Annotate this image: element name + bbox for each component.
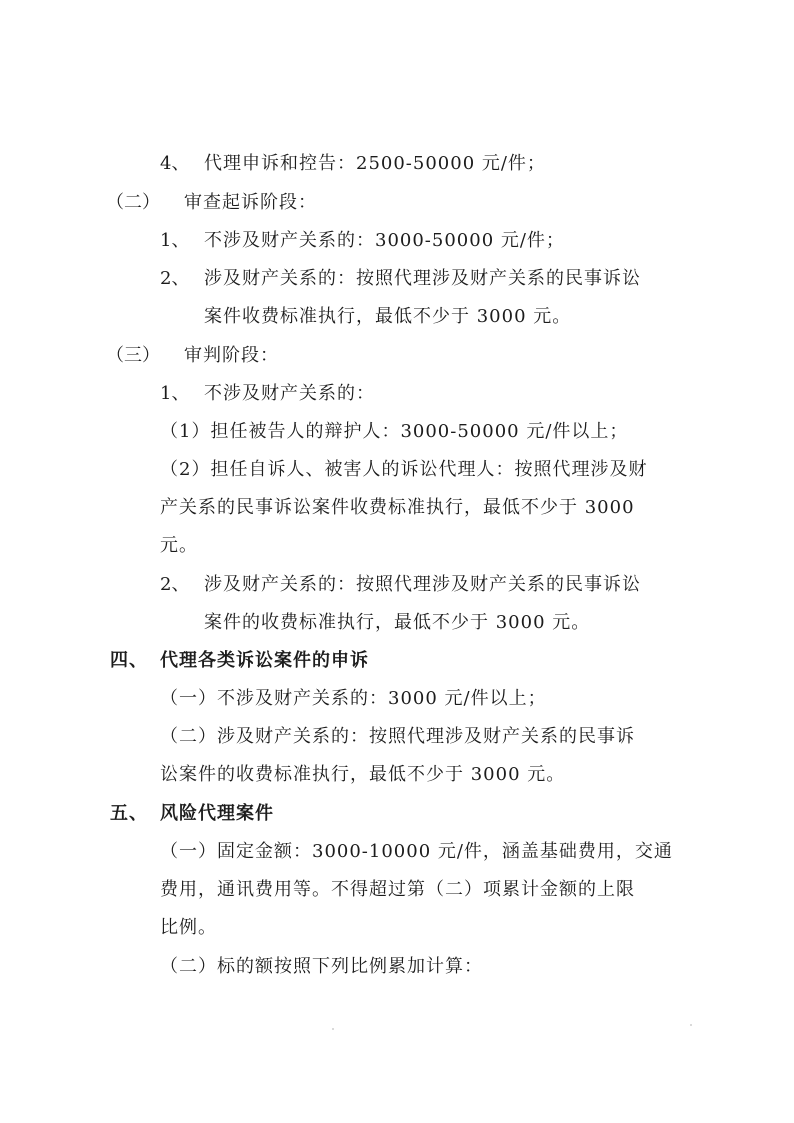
- section-number: （三）: [106, 345, 160, 366]
- text-line: 费用，通讯费用等。不得超过第（二）项累计金额的上限: [160, 879, 635, 900]
- scan-speck: [332, 1028, 334, 1030]
- text-line: （一）固定金额：3000-10000 元/件，涵盖基础费用，交通: [160, 841, 673, 862]
- text-line: 案件收费标准执行，最低不少于 3000 元。: [204, 306, 572, 327]
- item-number: 4、: [160, 153, 190, 174]
- section-heading: 审查起诉阶段：: [184, 192, 317, 213]
- scan-speck: [690, 1024, 692, 1026]
- chapter-heading: 风险代理案件: [160, 803, 274, 824]
- text-line: 案件的收费标准执行，最低不少于 3000 元。: [204, 612, 591, 633]
- text-line: 比例。: [160, 917, 217, 938]
- text-line: 产关系的民事诉讼案件收费标准执行，最低不少于 3000: [160, 497, 635, 518]
- text-line: 代理申诉和控告：2500-50000 元/件；: [204, 153, 546, 174]
- item-number: 2、: [160, 268, 190, 289]
- section-number: （二）: [106, 192, 160, 213]
- text-line: （2）担任自诉人、被害人的诉讼代理人：按照代理涉及财: [160, 459, 648, 480]
- text-line: 不涉及财产关系的：3000-50000 元/件；: [204, 230, 565, 251]
- chapter-heading: 代理各类诉讼案件的申诉: [160, 650, 369, 671]
- chapter-number: 四、: [110, 650, 148, 671]
- item-number: 1、: [160, 230, 190, 251]
- section-heading: 审判阶段：: [184, 345, 279, 366]
- text-line: 涉及财产关系的：按照代理涉及财产关系的民事诉讼: [204, 268, 641, 289]
- text-line: 不涉及财产关系的：: [204, 383, 375, 404]
- text-line: 讼案件的收费标准执行，最低不少于 3000 元。: [160, 764, 566, 785]
- text-line: （二）标的额按照下列比例累加计算：: [160, 956, 483, 977]
- item-number: 2、: [160, 574, 190, 595]
- item-number: 1、: [160, 383, 190, 404]
- text-line: 元。: [160, 535, 198, 556]
- text-line: （一）不涉及财产关系的：3000 元/件以上；: [160, 688, 547, 709]
- chapter-number: 五、: [110, 803, 148, 824]
- text-line: （1）担任被告人的辩护人：3000-50000 元/件以上；: [160, 421, 629, 442]
- text-line: （二）涉及财产关系的：按照代理涉及财产关系的民事诉: [160, 726, 635, 747]
- text-line: 涉及财产关系的：按照代理涉及财产关系的民事诉讼: [204, 574, 641, 595]
